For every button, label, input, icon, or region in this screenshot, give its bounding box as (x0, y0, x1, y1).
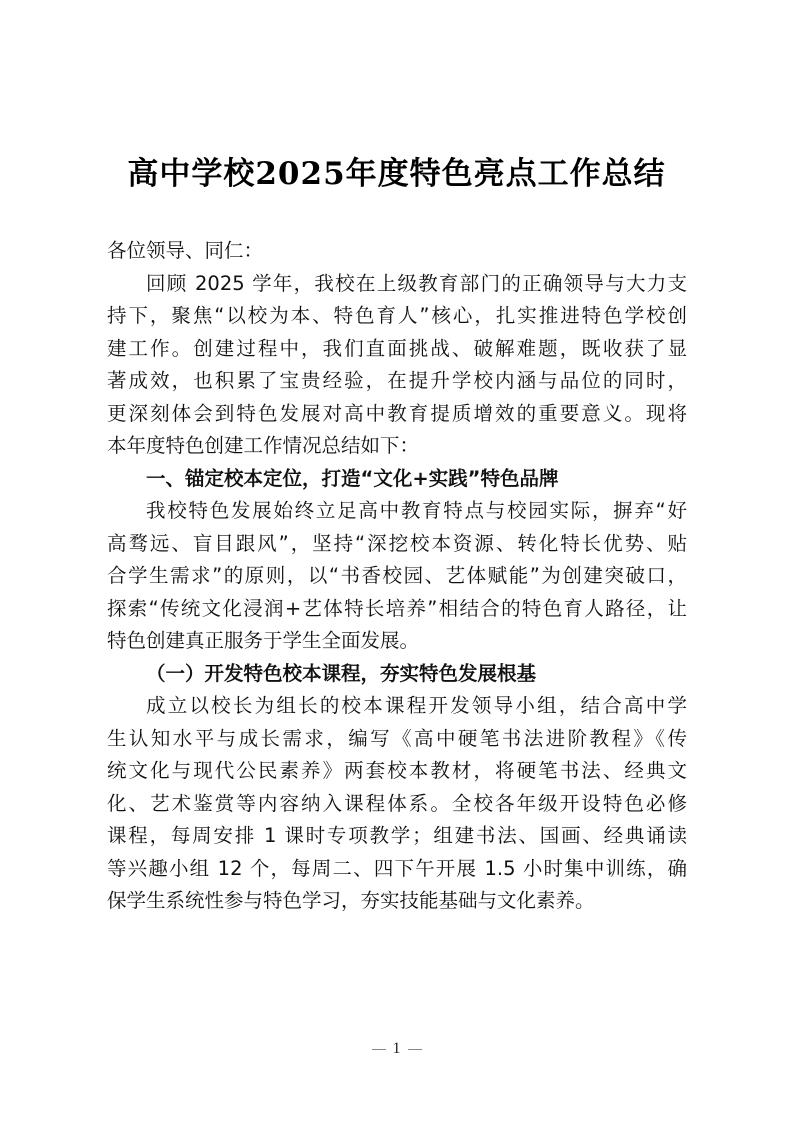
paragraph-line: 探索“传统文化浸润+艺体特长培养”相结合的特色育人路径，让 (107, 597, 687, 620)
section-heading-1: 一、锚定校本定位，打造“文化+实践”特色品牌 (146, 467, 559, 490)
page-number: 1 (392, 1040, 401, 1057)
paragraph-line: 统文化与现代公民素养》两套校本教材，将硬笔书法、经典文 (107, 759, 687, 782)
footer-dash-right (408, 1049, 422, 1050)
paragraph-line: 课程，每周安排 1 课时专项教学；组建书法、国画、经典诵读 (107, 824, 687, 847)
paragraph-line: 等兴趣小组 12 个，每周二、四下午开展 1.5 小时集中训练，确 (107, 857, 687, 880)
paragraph-line: 合学生需求”的原则，以“书香校园、艺体赋能”为创建突破口， (107, 564, 687, 587)
paragraph-line: 生认知水平与成长需求，编写《高中硬笔书法进阶教程》《传 (107, 727, 687, 750)
paragraph-line: 特色创建真正服务于学生全面发展。 (107, 629, 420, 652)
paragraph-line: 建工作。创建过程中，我们直面挑战、破解难题，既收获了显 (107, 337, 687, 360)
paragraph-line: 更深刻体会到特色发展对高中教育提质增效的重要意义。现将 (107, 402, 687, 425)
paragraph-line: 成立以校长为组长的校本课程开发领导小组，结合高中学 (146, 694, 687, 717)
salutation: 各位领导、同仁： (107, 239, 264, 262)
page-footer (0, 1040, 793, 1058)
footer-dash-left (372, 1049, 386, 1050)
paragraph-line: 著成效，也积累了宝贵经验，在提升学校内涵与品位的同时， (107, 369, 687, 392)
paragraph-line: 保学生系统性参与特色学习，夯实技能基础与文化素养。 (107, 889, 595, 912)
paragraph-line: 本年度特色创建工作情况总结如下： (107, 434, 420, 457)
paragraph-line: 我校特色发展始终立足高中教育特点与校园实际，摒弃“好 (146, 499, 687, 522)
paragraph-line: 高骛远、盲目跟风”，坚持“深挖校本资源、转化特长优势、贴 (107, 532, 687, 555)
subsection-heading-1: （一）开发特色校本课程，夯实特色发展根基 (146, 662, 537, 685)
paragraph-line: 化、艺术鉴赏等内容纳入课程体系。全校各年级开设特色必修 (107, 792, 687, 815)
paragraph-line: 回顾 2025 学年，我校在上级教育部门的正确领导与大力支 (146, 272, 687, 295)
document-title: 高中学校2025年度特色亮点工作总结 (127, 156, 666, 192)
paragraph-line: 持下，聚焦“以校为本、特色育人”核心，扎实推进特色学校创 (107, 304, 687, 327)
